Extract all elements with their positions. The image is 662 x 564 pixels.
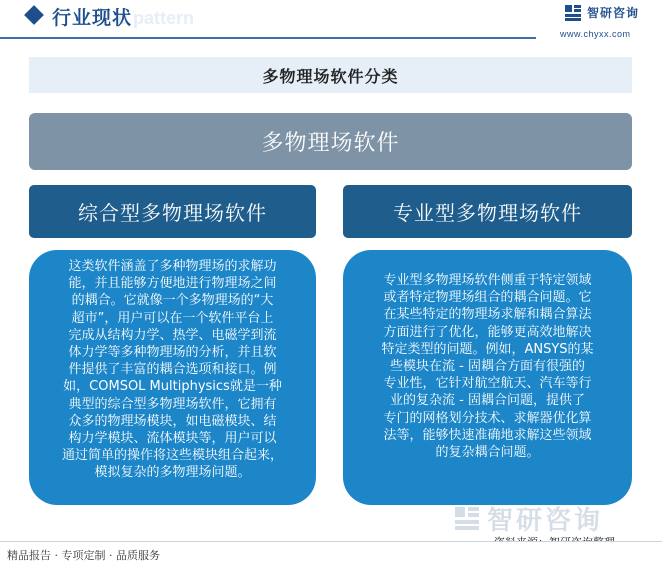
header-title: 行业现状 [52,7,133,29]
category-specialized-description-box [343,250,632,505]
category-specialized-title: 专业型多物理场软件 [393,201,582,225]
diamond-icon [24,5,44,25]
brand-logo-icon [565,5,581,21]
category-specialized-box [343,185,632,238]
watermark-text: 智研咨询 [487,506,604,536]
main-category-title: 多物理场软件 [261,131,400,156]
page-header [0,0,662,44]
header-ghost-text: e pattern [118,8,195,28]
section-title-bar [29,57,632,93]
brand-name: 智研咨询 [587,6,640,20]
footer-services: 精品报告 · 专项定制 · 品质服务 [7,549,160,562]
header-divider [0,37,536,39]
brand [565,4,639,21]
section-title: 多物理场软件分类 [262,66,399,86]
brand-url: www.chyxx.com [560,29,631,39]
watermark-logo-icon [455,507,479,531]
category-comprehensive-box [29,185,316,238]
watermark [455,500,603,537]
category-comprehensive-title: 综合型多物理场软件 [78,201,267,225]
main-category-box [29,113,632,170]
category-comprehensive-description-box [29,250,316,505]
category-comprehensive-description: 这类软件涵盖了多种物理场的求解功 能，并且能够方便地进行物理场之间 的耦合。它就像一个多物理场的“大 超市”，用户可以在一个软件平台上 完成从结构力学、热学、电磁学到流 体力学等多种物理场的分析，并且软 件提供了丰富的耦合选项和接口。例 如，COMSOL Multiphysics就是一种 典型的综合型多物理场软件，它拥有 众多的物理场模块，如电磁模块、结 构力学模块、流体模块等，用户可以 通过简单的操作将这些模块组合起来， 模拟复杂的多物理场问题。 [61,259,283,481]
category-specialized-description: 专业型多物理场软件侧重于特定领域 或者特定物理场组合的耦合问题。它 在某些特定的物理场求解和耦合算法 方面进行了优化，能够更高效地解决 特定类型的问题。例如，ANSYS的某 些模块在流 - 固耦合方面有很强的 专业性，它针对航空航天、汽车等行 业的复杂流 - 固耦合问题，提供了 专门的网格划分技术、求解器优化算 法等，能够快速准确地求解这些领域 的复杂耦合问题。 [381,273,594,461]
footer-bar [0,541,662,564]
